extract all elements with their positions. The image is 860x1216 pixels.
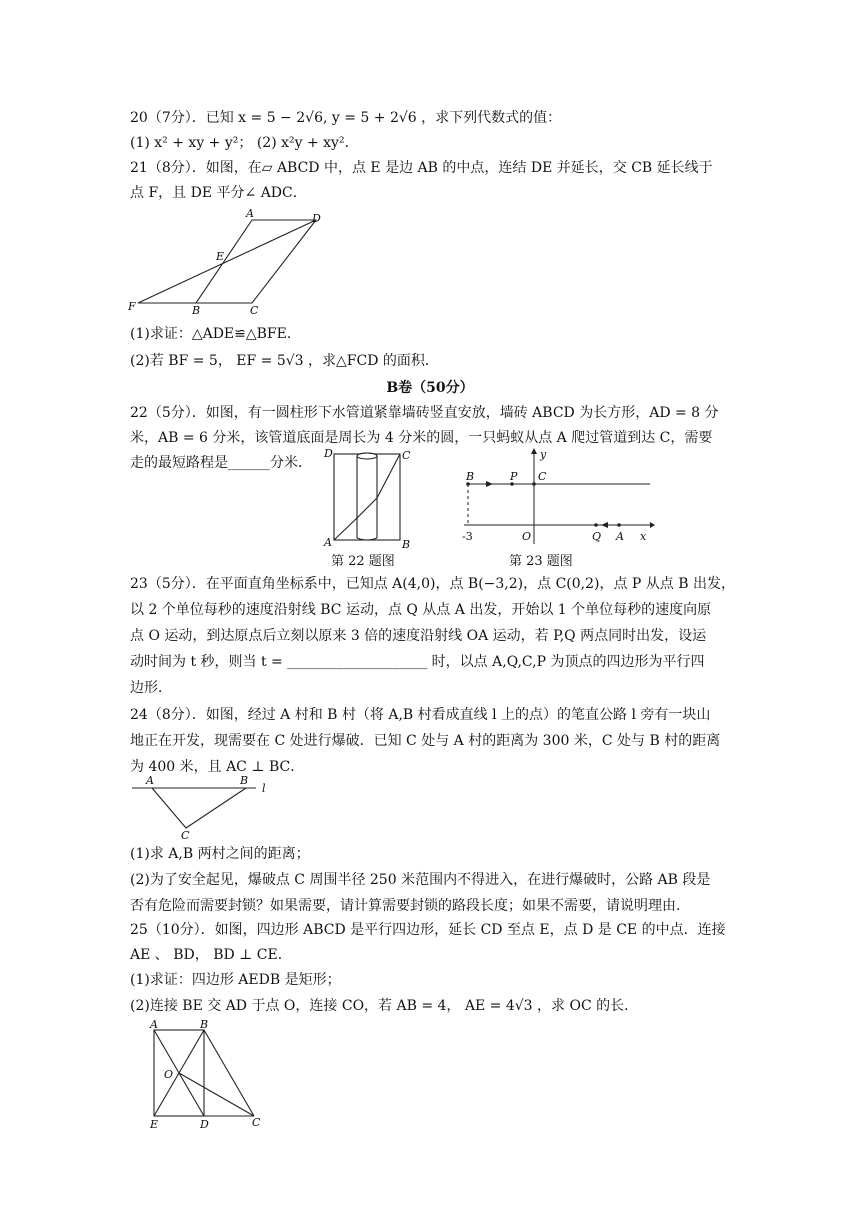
q25-part2: (2)连接 BE 交 AD 于点 O，连接 CO，若 AB = 4， AE = 4√3 ，求 OC 的长． bbox=[130, 998, 639, 1014]
q25-statement-2: AE 、 BD， BD ⊥ CE． bbox=[130, 947, 292, 963]
q21-part2: (2)若 BF = 5， EF = 5√3 ，求△FCD 的面积． bbox=[130, 353, 439, 369]
label-c: C bbox=[250, 304, 259, 317]
label-a: A bbox=[616, 530, 624, 543]
q23-caption: 第 23 题图 bbox=[509, 554, 573, 569]
q20-parts: (1) x² + xy + y²； (2) x²y + xy²． bbox=[130, 135, 359, 151]
q21-statement-2: 点 F，且 DE 平分∠ ADC． bbox=[130, 185, 307, 201]
q22-statement-3: 走的最短路程是______分米． bbox=[130, 455, 312, 471]
label-a: A bbox=[246, 208, 254, 220]
section-b-heading: B卷（50分） bbox=[386, 380, 474, 396]
q22-figure bbox=[322, 446, 412, 550]
label-o: O bbox=[164, 1068, 174, 1081]
q23-statement-5: 边形． bbox=[130, 680, 172, 696]
label-d: D bbox=[312, 212, 321, 225]
label-d: D bbox=[200, 1118, 209, 1130]
q22-statement-2: 米，AB = 6 分米，该管道底面是周长为 4 分米的圆，一只蚂蚁从点 A 爬过管道到达 C，需要 bbox=[130, 430, 713, 446]
label-p: P bbox=[510, 470, 518, 483]
q24-statement-1: 24（8分）．如图，经过 A 村和 B 村（将 A,B 村看成直线 l 上的点）的笔直公路 l 旁有一块山 bbox=[130, 707, 711, 723]
label-c: C bbox=[181, 829, 190, 840]
label-a: A bbox=[146, 776, 154, 787]
label-neg3: -3 bbox=[462, 530, 473, 543]
q21-statement-1: 21（8分）．如图，在▱ ABCD 中，点 E 是边 AB 的中点，连结 DE 并延长，交 CB 延长线于 bbox=[130, 160, 713, 176]
ant-path-1 bbox=[334, 518, 357, 540]
parallelogram-abcd bbox=[196, 220, 316, 303]
q25-figure bbox=[144, 1018, 274, 1130]
label-c: C bbox=[402, 449, 411, 462]
ant-path-3 bbox=[377, 454, 400, 498]
label-c: C bbox=[252, 1116, 261, 1129]
label-d: D bbox=[324, 447, 333, 460]
label-b: B bbox=[240, 776, 249, 787]
label-b: B bbox=[192, 304, 201, 317]
q23-statement-1: 23（5分）．在平面直角坐标系中，已知点 A(4,0)，点 B(−3,2)，点 C(0,2)，点 P 从点 B 出发， bbox=[130, 576, 735, 592]
q25-part1: (1)求证：四边形 AEDB 是矩形； bbox=[130, 972, 341, 988]
label-b: B bbox=[466, 470, 475, 483]
label-e: E bbox=[150, 1118, 159, 1130]
q23-figure bbox=[456, 448, 656, 546]
label-e: E bbox=[216, 250, 225, 263]
label-a: A bbox=[324, 536, 332, 549]
label-b: B bbox=[402, 538, 411, 550]
q20-statement: 20（7分）．已知 x = 5 − 2√6, y = 5 + 2√6 ，求下列代数式的值： bbox=[130, 110, 562, 126]
q24-part2-2: 否有危险而需要封锁？如果需要，请计算需要封锁的路段长度；如果不需要，请说明理由． bbox=[130, 898, 690, 914]
q24-statement-2: 地正在开发，现需要在 C 处进行爆破．已知 C 处与 A 村的距离为 300 米，C 处与 B 村的距离 bbox=[130, 733, 721, 749]
label-c: C bbox=[538, 470, 547, 483]
q21-figure bbox=[124, 208, 334, 318]
label-q: Q bbox=[592, 530, 602, 543]
q22-statement-1: 22（5分）．如图，有一圆柱形下水管道紧靠墙砖竖直安放，墙砖 ABCD 为长方形，AD = 8 分 bbox=[130, 405, 719, 421]
label-f: F bbox=[128, 300, 136, 313]
q23-statement-3: 点 O 运动，到达原点后立刻以原来 3 倍的速度沿射线 OA 运动，若 P,Q 两点同时出发，设运 bbox=[130, 628, 707, 644]
q21-part1: (1)求证：△ADE≌△BFE． bbox=[130, 326, 301, 342]
q24-figure bbox=[128, 776, 278, 840]
label-l: l bbox=[262, 782, 266, 795]
label-x: x bbox=[640, 530, 647, 543]
line-fd bbox=[138, 220, 316, 303]
q24-statement-3: 为 400 米，且 AC ⊥ BC． bbox=[130, 759, 305, 775]
q23-statement-2: 以 2 个单位每秒的速度沿射线 BC 运动，点 Q 从点 A 出发，开始以 1 个单位每秒的速度向原 bbox=[130, 602, 712, 618]
label-y: y bbox=[540, 448, 547, 461]
triangle-acb bbox=[152, 788, 246, 828]
line-bc bbox=[204, 1030, 254, 1116]
q23-statement-4: 动时间为 t 秒，则当 t = ____________________ 时，以点 A,Q,C,P 为顶点的四边形为平行四 bbox=[130, 654, 705, 670]
q24-part1: (1)求 A,B 两村之间的距离； bbox=[130, 846, 310, 862]
q24-part2-1: (2)为了安全起见，爆破点 C 周围半径 250 米范围内不得进入，在进行爆破时，公路 AB 段是 bbox=[130, 872, 711, 888]
line-oc bbox=[179, 1073, 254, 1116]
label-b: B bbox=[200, 1018, 209, 1031]
label-o: O bbox=[522, 530, 532, 543]
label-a: A bbox=[150, 1018, 158, 1031]
q22-caption: 第 22 题图 bbox=[331, 554, 395, 569]
q25-statement-1: 25（10分）．如图，四边形 ABCD 是平行四边形，延长 CD 至点 E，点 D 是 CE 的中点．连接 bbox=[130, 922, 726, 938]
